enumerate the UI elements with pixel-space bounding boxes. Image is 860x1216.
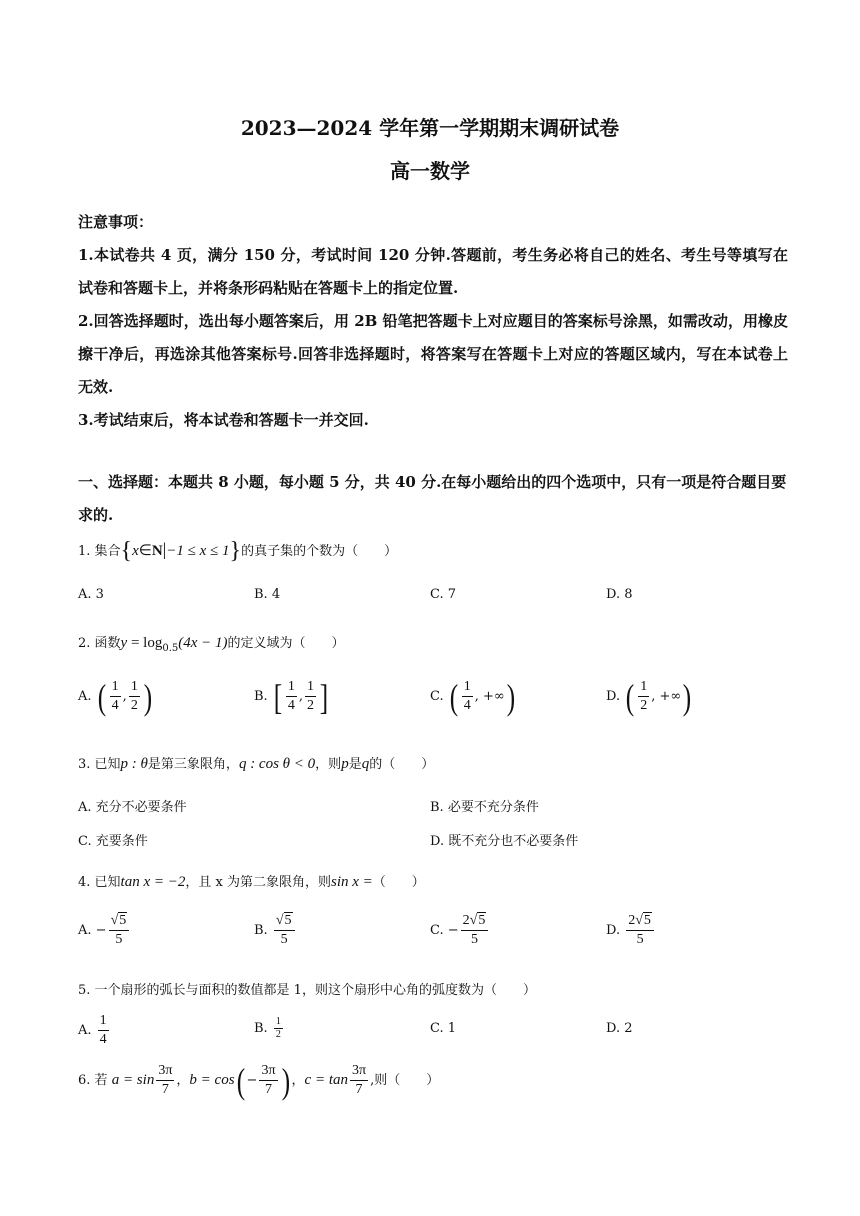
fraction [461, 912, 489, 949]
q2-log-arg: (4x − 1) [178, 635, 228, 651]
option-label: B. [254, 1021, 268, 1036]
numerator: 3π [156, 1062, 174, 1081]
q6-prefix: 6. 若 [78, 1073, 108, 1088]
option-label: D. [606, 689, 621, 704]
q1-option-a: A. 3 [78, 587, 104, 602]
fraction [98, 1012, 109, 1049]
q4-suffix: （ ） [372, 875, 425, 890]
option-label: D. [606, 923, 621, 938]
q1-option-d: D. 8 [606, 587, 633, 602]
notice-item-1: 1.本试卷共 4 页，满分 150 分，考试时间 120 分钟.答题前，考生务必将自己的姓名、考生号等填写在试卷和答题卡上，并将条形码粘贴在答题卡上的指定位置. [78, 246, 788, 297]
coefficient: 2 [462, 913, 470, 928]
denominator: 5 [115, 932, 123, 947]
q1-set-in: ∈ [138, 543, 152, 559]
question-3 [78, 753, 434, 773]
question-1 [78, 538, 397, 565]
q4-mid: ，且 x 为第二象限角，则 [185, 875, 331, 890]
sign: − [447, 923, 459, 938]
numerator: 1 [462, 678, 473, 697]
open-paren: ( [97, 676, 106, 717]
coefficient: 2 [628, 913, 636, 928]
fraction [462, 678, 473, 715]
q4-option-a [78, 912, 131, 949]
denominator: 7 [264, 1082, 272, 1097]
q5-option-d: D. 2 [606, 1021, 633, 1036]
fraction [110, 678, 121, 715]
close-paren: ) [281, 1060, 290, 1101]
denominator: 2 [306, 698, 314, 713]
separator: ， [291, 1073, 305, 1088]
infinity-tail: , +∞ [651, 689, 682, 704]
fraction [129, 678, 140, 715]
denominator: 7 [161, 1082, 169, 1097]
denominator: 5 [471, 932, 479, 947]
denominator: 2 [130, 698, 138, 713]
denominator: 2 [275, 1029, 281, 1040]
numerator: √5 [109, 912, 130, 931]
q4-option-d [606, 912, 656, 949]
question-5: 5. 一个扇形的弧长与面积的数值都是 1，则这个扇形中心角的弧度数为（ ） [78, 983, 536, 998]
denominator: 4 [463, 698, 471, 713]
option-label: B. [254, 923, 268, 938]
q3-p: p [341, 756, 349, 772]
q1-prefix: 1. 集合 [78, 544, 121, 559]
set-close-brace: } [229, 538, 242, 564]
numerator: 1 [286, 678, 297, 697]
q4-prefix: 4. 已知 [78, 875, 121, 890]
question-4 [78, 871, 425, 891]
q6-a-lhs: a = sin [111, 1072, 155, 1088]
numerator: 1 [98, 1012, 109, 1031]
q6-c-lhs: c = tan [304, 1072, 348, 1088]
q2-log: = log [127, 635, 163, 651]
numerator: 2√5 [626, 912, 654, 931]
q3-suffix: 的（ ） [369, 757, 435, 772]
denominator: 5 [636, 932, 644, 947]
denominator: 4 [287, 698, 295, 713]
numerator: 1 [305, 678, 316, 697]
close-paren: ) [683, 676, 692, 717]
sign: − [95, 923, 107, 938]
option-label: A. [78, 1023, 92, 1038]
q3-prefix: 3. 已知 [78, 757, 121, 772]
open-paren: ( [626, 676, 635, 717]
fraction [638, 678, 649, 715]
q1-set-cond: −1 ≤ x ≤ 1 [166, 543, 230, 559]
q4-ask: sin x = [330, 874, 373, 890]
q2-y: y [120, 635, 128, 651]
fraction [274, 1016, 283, 1041]
q2-option-a: A. ( $\frac{1}{4}$ , $\frac{1}{2}$ ) [78, 676, 153, 717]
fraction [109, 912, 130, 949]
q6-b-lhs: b = cos [189, 1072, 235, 1088]
q4-cond: tan x = −2 [120, 874, 186, 890]
numerator: 3π [350, 1062, 368, 1081]
question-2 [78, 632, 345, 654]
q3-option-c: C. 充要条件 [78, 834, 148, 849]
q2-option-c [430, 678, 517, 715]
fraction [305, 678, 316, 715]
fraction [286, 678, 297, 715]
fraction [626, 912, 654, 949]
open-paren: ( [449, 676, 458, 717]
option-label: A. [78, 689, 92, 704]
numerator: 1 [275, 1016, 281, 1027]
set-open-brace: { [120, 538, 133, 564]
q3-option-d: D. 既不充分也不必要条件 [430, 834, 579, 849]
option-label: C. [430, 689, 444, 704]
radicand: 5 [478, 913, 486, 928]
q3-mid2: ，则 [315, 757, 342, 772]
numerator: √5 [274, 912, 295, 931]
q2-option-b: B. [ $\frac{1}{4}$ , $\frac{1}{2}$ ] [254, 676, 329, 717]
numerator: 1 [110, 678, 121, 697]
exam-subtitle: 高一数学 [390, 159, 470, 183]
q6-suffix: ,则（ ） [370, 1073, 440, 1088]
radicand: 5 [284, 913, 292, 928]
q4-option-b [254, 912, 297, 949]
close-bracket: ] [319, 676, 329, 717]
option-label: C. [430, 923, 444, 938]
q1-set-var: x [132, 543, 139, 559]
q5-option-c: C. 1 [430, 1021, 457, 1036]
q3-option-b: B. 必要不充分条件 [430, 800, 539, 815]
q3-p-def: p : θ [120, 756, 148, 772]
q1-set-N: N [151, 543, 163, 559]
q2-log-base: 0.5 [162, 643, 179, 654]
q3-option-a: A. 充分不必要条件 [78, 800, 187, 815]
option-label: A. [78, 923, 92, 938]
radicand: 5 [643, 913, 651, 928]
q1-option-c: C. 7 [430, 587, 457, 602]
numerator: 1 [129, 678, 140, 697]
radicand: 5 [119, 913, 127, 928]
close-paren: ) [506, 676, 515, 717]
q3-q-def: q : cos θ < 0 [238, 756, 316, 772]
close-paren: ) [143, 676, 153, 717]
q2-suffix: 的定义域为（ ） [227, 636, 345, 651]
fraction [156, 1062, 174, 1099]
notice-heading: 注意事项： [78, 213, 154, 231]
section-1-heading: 一、选择题：本题共 8 小题，每小题 5 分，共 40 分.在每小题给出的四个选项中，只有一项是符合题目要求的. [78, 473, 787, 524]
separator: ， [176, 1073, 190, 1088]
denominator: 5 [280, 932, 288, 947]
q3-q: q [361, 756, 370, 772]
option-label: B. [254, 689, 268, 704]
numerator: 1 [638, 678, 649, 697]
sign: − [246, 1073, 258, 1088]
numerator: 3π [259, 1062, 277, 1081]
fraction [274, 912, 295, 949]
denominator: 2 [640, 698, 648, 713]
notice-item-2: 2.回答选择题时，选出每小题答案后，用 2B 铅笔把答题卡上对应题目的答案标号涂黑，如需改动，用橡皮擦干净后，再选涂其他答案标号.回答非选择题时，将答案写在答题卡上对应的答题区域内，写在本试卷上无效. [78, 312, 788, 396]
denominator: 4 [111, 698, 119, 713]
question-6 [78, 1062, 439, 1099]
exam-title: 2023—2024 学年第一学期期末调研试卷 [240, 116, 620, 140]
infinity-tail: , +∞ [474, 689, 505, 704]
set-bar: | [162, 539, 167, 559]
open-paren: ( [236, 1060, 245, 1101]
q1-suffix: 的真子集的个数为（ ） [241, 544, 398, 559]
q1-option-b: B. 4 [254, 587, 281, 602]
q2-prefix: 2. 函数 [78, 636, 121, 651]
q2-option-d [606, 678, 693, 715]
q5-option-b [254, 1016, 285, 1041]
q5-option-a [78, 1012, 111, 1049]
q3-mid1: 是第三象限角， [147, 757, 239, 772]
denominator: 7 [355, 1082, 363, 1097]
numerator: 2√5 [461, 912, 489, 931]
notice-item-3: 3.考试结束后，将本试卷和答题卡一并交回. [78, 411, 369, 429]
q3-mid3: 是 [348, 757, 362, 772]
denominator: 4 [99, 1032, 107, 1047]
q4-option-c [430, 912, 490, 949]
fraction [259, 1062, 277, 1099]
open-bracket: [ [273, 676, 283, 717]
fraction [350, 1062, 368, 1099]
